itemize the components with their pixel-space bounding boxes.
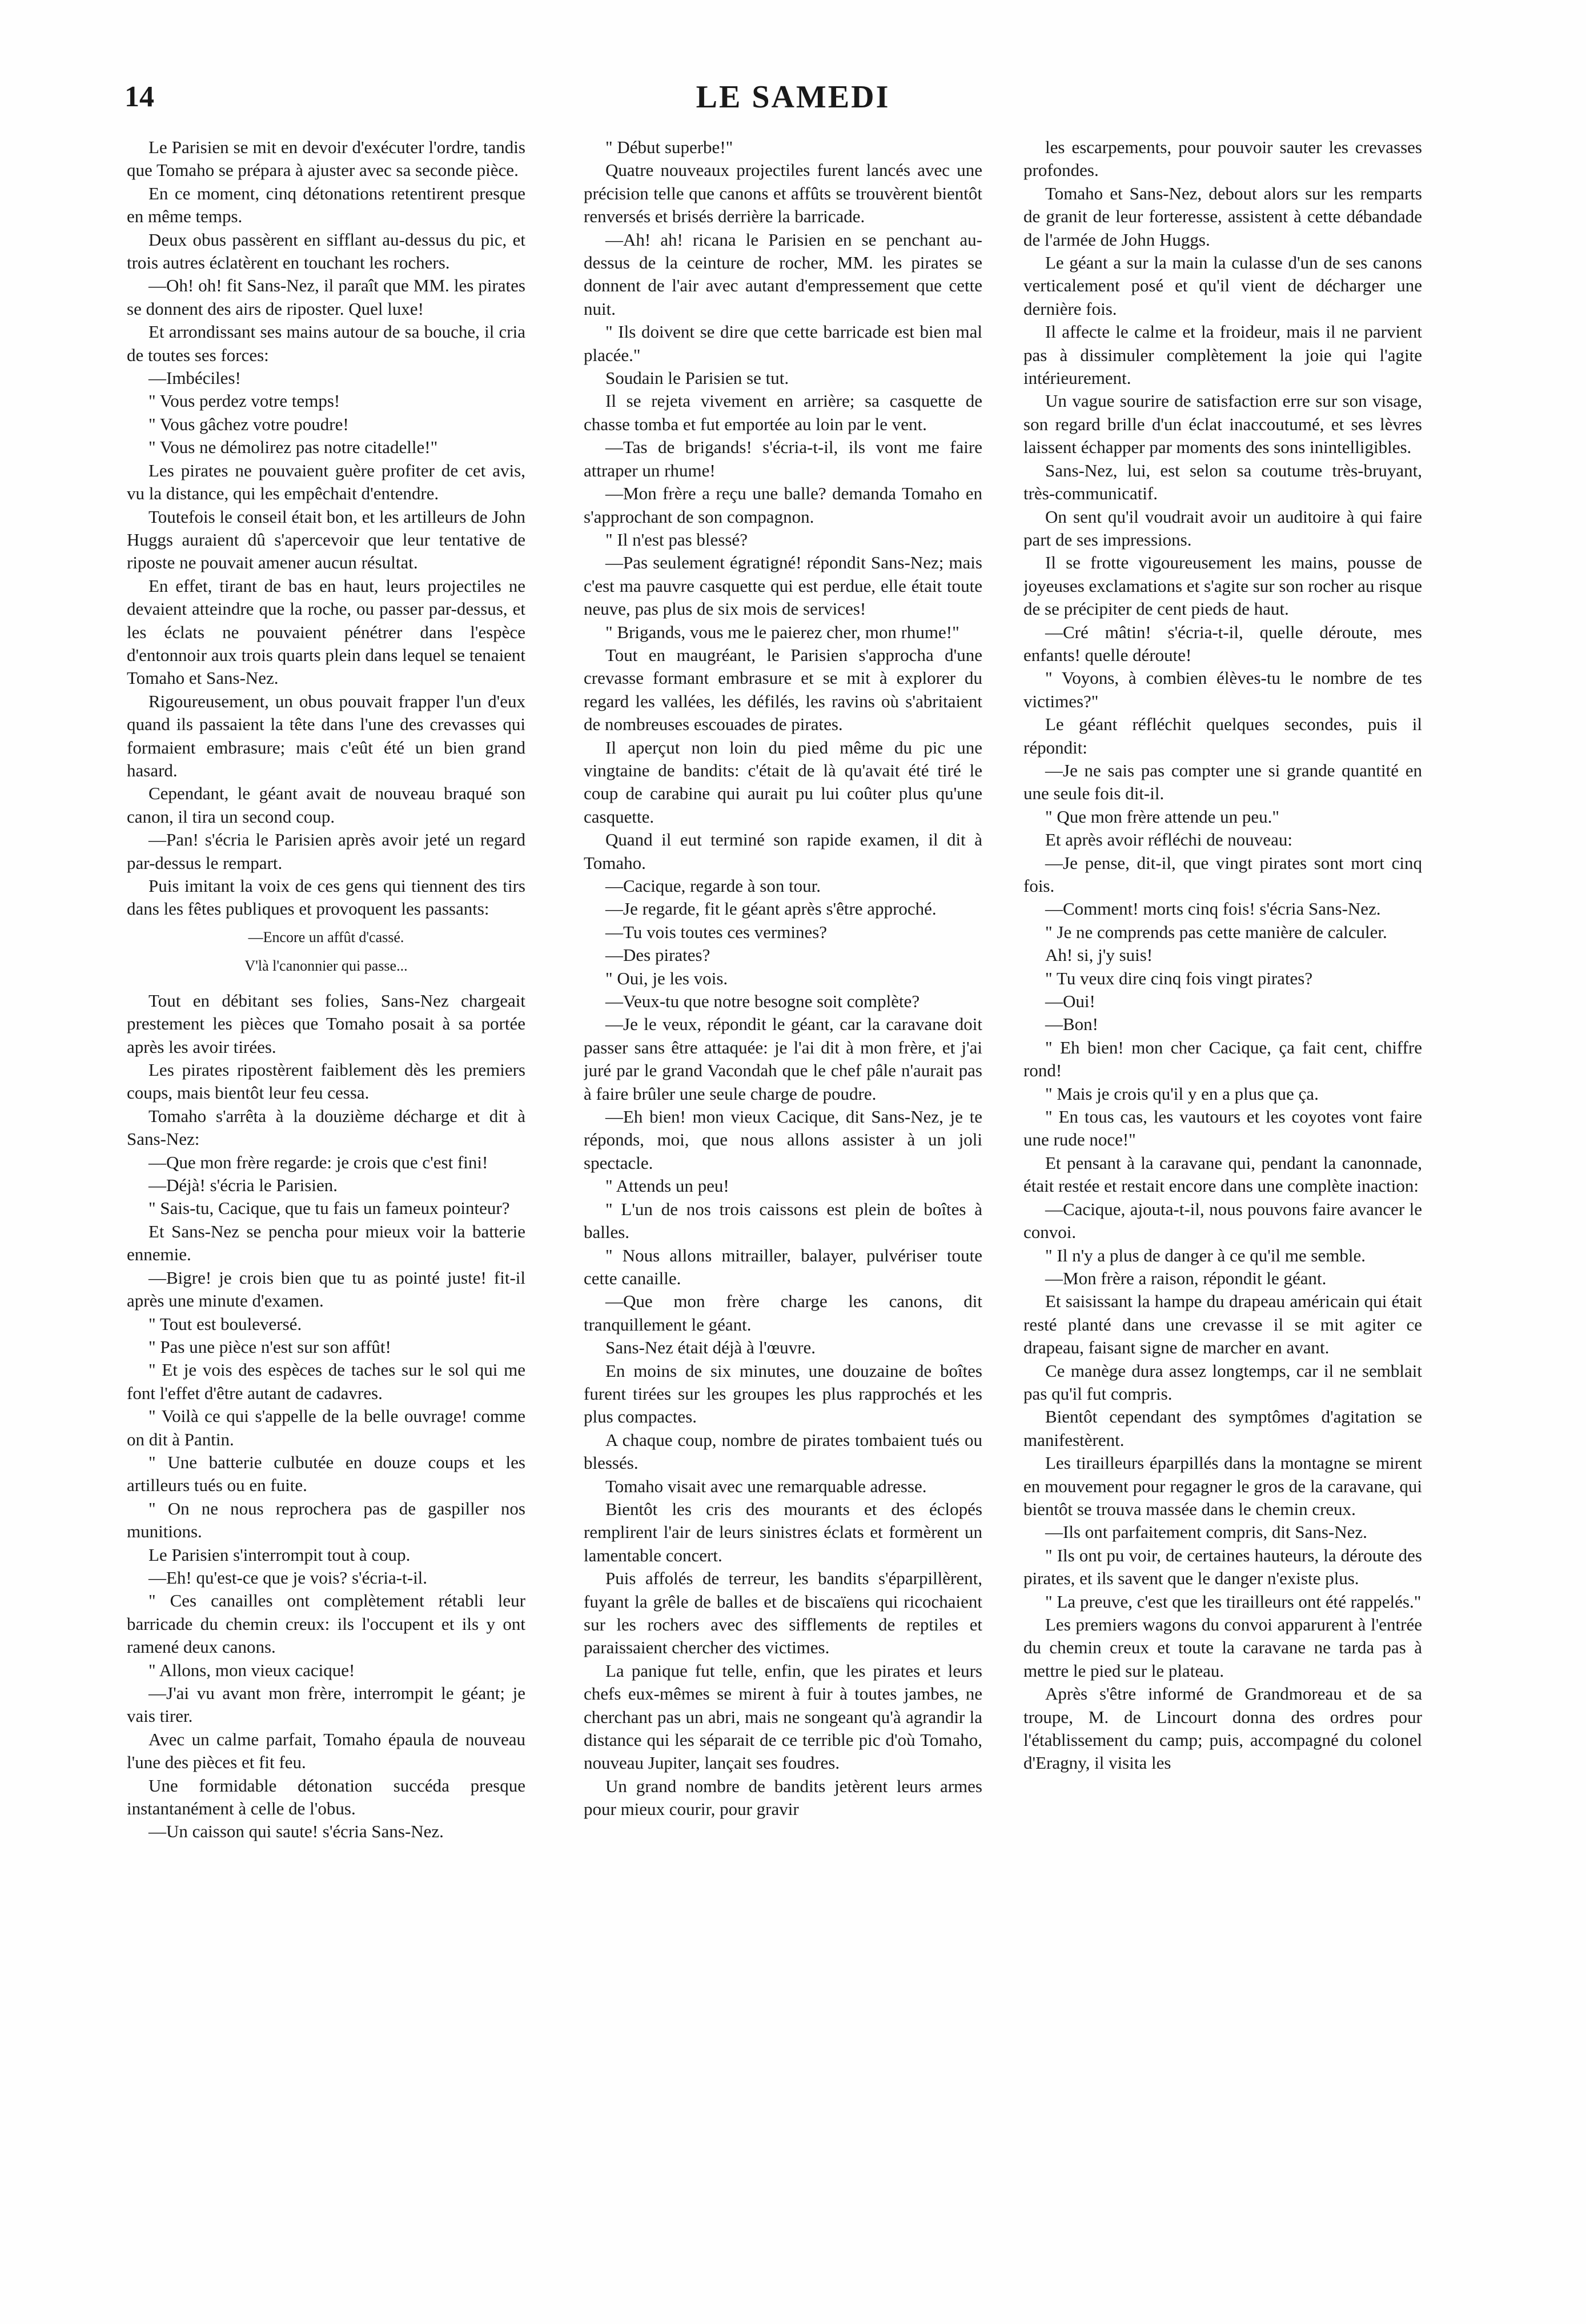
paragraph: —Oui!	[1045, 991, 1095, 1012]
paragraph: " Il n'est pas blessé?	[605, 529, 748, 550]
paragraph: Et saisissant la hampe du drapeau américain qui était resté planté dans une crevasse il se mit agiter ce drapeau, faisant signe de marcher en avant.	[1023, 1291, 1422, 1358]
paragraph: Quand il eut terminé son rapide examen, il dit à Tomaho.	[584, 830, 982, 873]
paragraph: " Allons, mon vieux cacique!	[148, 1660, 355, 1680]
paragraph: Quatre nouveaux projectiles furent lancés avec une précision telle que canons et affûts se trouvèrent bientôt renversés et brisés derrière la barricade.	[584, 160, 982, 227]
paragraph: Et Sans-Nez se pencha pour mieux voir la batterie ennemie.	[127, 1221, 525, 1265]
paragraph: Et pensant à la caravane qui, pendant la canonnade, était restée et restait encore dans une complète inaction:	[1023, 1152, 1422, 1196]
paragraph: Sans-Nez était déjà à l'œuvre.	[605, 1337, 816, 1358]
paragraph: Tout en maugréant, le Parisien s'approcha d'une crevasse formant embrasure et se mit à explorer du regard les vallées, les défilés, les ravins où s'abritaient de nombreuses escouades de pirates.	[584, 644, 982, 735]
paragraph: " Vous gâchez votre poudre!	[148, 414, 349, 434]
paragraph: —Tu vois toutes ces vermines?	[605, 921, 828, 942]
paragraph: " Vous perdez votre temps!	[148, 391, 340, 411]
paragraph: " Attends un peu!	[605, 1176, 729, 1196]
paragraph: —Pas seulement égratigné! répondit Sans-Nez; mais c'est ma pauvre casquette qui est perdue, elle était toute neuve, pas plus de six mois de services!	[584, 552, 982, 619]
paragraph: Toutefois le conseil était bon, et les artilleurs de John Huggs auraient dû s'apercevoir que leur tentative de riposte ne pouvait amener aucun résultat.	[127, 506, 525, 573]
paragraph: —Des pirates?	[605, 945, 710, 965]
paragraph: —Eh bien! mon vieux Cacique, dit Sans-Nez, je te réponds, moi, que nous allons assister à un joli spectacle.	[584, 1107, 982, 1173]
paragraph: Une formidable détonation succéda presque instantanément à celle de l'obus.	[127, 1775, 525, 1819]
paragraph: " En tous cas, les vautours et les coyotes vont faire une rude noce!"	[1023, 1107, 1422, 1150]
text-column-3	[1023, 136, 1422, 2307]
paragraph: " Une batterie culbutée en douze coups et les artilleurs tués ou en fuite.	[127, 1452, 525, 1496]
paragraph: Ce manège dura assez longtemps, car il ne semblait pas qu'il fut compris.	[1023, 1360, 1422, 1404]
paragraph: —Bon!	[1045, 1014, 1098, 1035]
paragraph: —J'ai vu avant mon frère, interrompit le géant; je vais tirer.	[127, 1683, 525, 1726]
paragraph: Il aperçut non loin du pied même du pic une vingtaine de bandits: c'était de là qu'avait été tiré le coup de carabine qui aurait pu lui coûter plus qu'une casquette.	[584, 737, 982, 827]
paragraph: " La preuve, c'est que les tirailleurs ont été rappelés."	[1045, 1591, 1422, 1612]
paragraph: On sent qu'il voudrait avoir un auditoire à qui faire part de ses impressions.	[1023, 506, 1422, 550]
paragraph: —Déjà! s'écria le Parisien.	[148, 1175, 338, 1196]
paragraph: Les pirates ne pouvaient guère profiter de cet avis, vu la distance, qui les empêchait d'entendre.	[127, 460, 525, 504]
page-header	[0, 0, 1586, 137]
paragraph: La panique fut telle, enfin, que les pirates et leurs chefs eux-mêmes se mirent à fuir à toutes jambes, ne cherchant pas un abri, mais ne songeant qu'à agrandir la distance qui les séparait de ce terrible pic d'où Tomaho, nouveau Jupiter, lançait ses foudres.	[584, 1660, 982, 1773]
paragraph: " Pas une pièce n'est sur son affût!	[148, 1336, 391, 1357]
paragraph: —Ah! ah! ricana le Parisien en se penchant au-dessus de la ceinture de rocher, MM. les pirates se donnent de l'air avec autant d'empressement que cette nuit.	[584, 229, 982, 319]
paragraph: A chaque coup, nombre de pirates tombaient tués ou blessés.	[584, 1429, 982, 1473]
paragraph: —Tas de brigands! s'écria-t-il, ils vont me faire attraper un rhume!	[584, 437, 982, 480]
paragraph: " Oui, je les vois.	[605, 968, 728, 988]
paragraph: En ce moment, cinq détonations retentirent presque en même temps.	[127, 183, 525, 227]
paragraph: Puis affolés de terreur, les bandits s'éparpillèrent, fuyant la grêle de balles et de biscaïens qui ricochaient sur les rochers avec des sifflements de reptiles et paraissaient chercher des victimes.	[584, 1568, 982, 1658]
paragraph: Puis imitant la voix de ces gens qui tiennent des tirs dans les fêtes publiques et provoquent les passants:	[127, 876, 525, 919]
paragraph: Les pirates ripostèrent faiblement dès les premiers coups, mais bientôt leur feu cessa.	[127, 1060, 525, 1103]
paragraph: Avec un calme parfait, Tomaho épaula de nouveau l'une des pièces et fit feu.	[127, 1729, 525, 1773]
paragraph: Tomaho visait avec une remarquable adresse.	[605, 1476, 927, 1496]
paragraph: Les premiers wagons du convoi apparurent à l'entrée du chemin creux et toute la caravane ne tarda pas à mettre le pied sur le plateau.	[1023, 1614, 1422, 1681]
paragraph: En effet, tirant de bas en haut, leurs projectiles ne devaient atteindre que la roche, ou passer par-dessus, et les éclats ne pouvaient pénétrer dans l'espèce d'entonnoir aux trois quarts plein dans lequel se tenaient Tomaho et Sans-Nez.	[127, 575, 525, 688]
paragraph: Le Parisien s'interrompit tout à coup.	[148, 1544, 411, 1565]
paragraph: " Eh bien! mon cher Cacique, ça fait cent, chiffre rond!	[1023, 1037, 1422, 1081]
paragraph: —Mon frère a reçu une balle? demanda Tomaho en s'approchant de son compagnon.	[584, 483, 982, 527]
paragraph: —Je pense, dit-il, que vingt pirates sont mort cinq fois.	[1023, 852, 1422, 896]
verse-line: —Encore un affût d'cassé.	[248, 928, 404, 945]
paragraph: —Je ne sais pas compter une si grande quantité en une seule fois dit-il.	[1023, 760, 1422, 804]
paragraph: Bientôt les cris des mourants et des éclopés remplirent l'air de leurs sinistres éclats et formèrent un lamentable concert.	[584, 1498, 982, 1565]
paragraph: —Je le veux, répondit le géant, car la caravane doit passer sans être attaquée: je l'ai dit à mon frère, et j'ai juré par le grand Vacondah que le chef pâle n'aurait pas à faire brûler une seule charge de poudre.	[584, 1014, 982, 1104]
paragraph: —Que mon frère charge les canons, dit tranquillement le géant.	[584, 1291, 982, 1335]
paragraph: Deux obus passèrent en sifflant au-dessus du pic, et trois autres éclatèrent en touchant les rochers.	[127, 229, 525, 273]
paragraph: " Vous ne démolirez pas notre citadelle!"	[148, 437, 438, 458]
paragraph: " Début superbe!"	[605, 137, 733, 157]
paragraph: Tomaho et Sans-Nez, debout alors sur les remparts de granit de leur forteresse, assistent à cette débandade de l'armée de John Huggs.	[1023, 183, 1422, 250]
paragraph: Ah! si, j'y suis!	[1045, 945, 1153, 965]
paragraph: —Comment! morts cinq fois! s'écria Sans-Nez.	[1045, 899, 1381, 919]
paragraph: —Ils ont parfaitement compris, dit Sans-Nez.	[1045, 1522, 1367, 1542]
paragraph: " Et je vois des espèces de taches sur le sol qui me font l'effet d'être autant de cadavres.	[127, 1360, 525, 1403]
paragraph: Après s'être informé de Grandmoreau et de sa troupe, M. de Lincourt donna des ordres pour l'établissement du camp; puis, accompagné du colonel d'Eragny, il visita les	[1023, 1684, 1422, 1773]
paragraph: Les tirailleurs éparpillés dans la montagne se mirent en mouvement pour regagner le gros de la caravane, qui bientôt se trouva massée dans le chemin creux.	[1023, 1453, 1422, 1519]
paragraph: Bientôt cependant des symptômes d'agitation se manifestèrent.	[1023, 1407, 1422, 1450]
paragraph: —Pan! s'écria le Parisien après avoir jeté un regard par-dessus le rempart.	[127, 830, 525, 873]
paragraph: " On ne nous reprochera pas de gaspiller nos munitions.	[127, 1498, 525, 1542]
paragraph: " Il n'y a plus de danger à ce qu'il me semble.	[1045, 1245, 1366, 1265]
paragraph: —Cacique, regarde à son tour.	[605, 876, 821, 896]
paragraph: " Voilà ce qui s'appelle de la belle ouvrage! comme on dit à Pantin.	[127, 1406, 525, 1449]
paragraph: " Je ne comprends pas cette manière de calculer.	[1045, 921, 1387, 942]
page-number: 14	[125, 81, 154, 113]
paragraph: Rigoureusement, un obus pouvait frapper l'un d'eux quand ils passaient la tête dans l'une des crevasses qui formaient embrasure; mais c'eût été un bien grand hasard.	[127, 691, 525, 780]
paragraph: En moins de six minutes, une douzaine de boîtes furent tirées sur les groupes les plus rapprochés et les plus compactes.	[584, 1360, 982, 1427]
paragraph: " Mais je crois qu'il y en a plus que ça.	[1045, 1083, 1319, 1104]
paragraph: " Tu veux dire cinq fois vingt pirates?	[1045, 968, 1313, 988]
paragraph: —Un caisson qui saute! s'écria Sans-Nez.	[148, 1821, 444, 1842]
paragraph: —Oh! oh! fit Sans-Nez, il paraît que MM. les pirates se donnent des airs de riposter. Quel luxe!	[127, 275, 525, 319]
paragraph: Un vague sourire de satisfaction erre sur son visage, son regard brille d'un éclat inaccoutumé, et ses lèvres laissent échapper par moments des sons inintelligibles.	[1023, 391, 1422, 458]
paragraph: Il se rejeta vivement en arrière; sa casquette de chasse tomba et fut emportée au loin par le vent.	[584, 391, 982, 434]
paragraph: " Sais-tu, Cacique, que tu fais un fameux pointeur?	[148, 1198, 510, 1219]
paragraph: " Que mon frère attende un peu."	[1045, 806, 1280, 827]
paragraph: " Ils ont pu voir, de certaines hauteurs, la déroute des pirates, et ils savent que le danger n'existe plus.	[1023, 1545, 1422, 1589]
paragraph: Le géant réfléchit quelques secondes, puis il répondit:	[1023, 714, 1422, 758]
paragraph: —Je regarde, fit le géant après s'être approché.	[605, 899, 937, 919]
paragraph: —Bigre! je crois bien que tu as pointé juste! fit-il après une minute d'examen.	[127, 1267, 525, 1311]
paragraph: Cependant, le géant avait de nouveau braqué son canon, il tira un second coup.	[127, 783, 525, 827]
paragraph: Le géant a sur la main la culasse d'un de ses canons verticalement posé et qu'il vient de décharger une dernière fois.	[1023, 253, 1422, 319]
paragraph: " Ces canailles ont complètement rétabli leur barricade du chemin creux: ils l'occupent et ils y ont ramené deux canons.	[127, 1590, 525, 1657]
journal-title: LE SAMEDI	[696, 79, 890, 115]
paragraph: —Imbéciles!	[148, 368, 241, 388]
paragraph: Il affecte le calme et la froideur, mais il ne parvient pas à dissimuler complètement la joie qui l'agite intérieurement.	[1023, 322, 1422, 388]
paragraph: —Que mon frère regarde: je crois que c'est fini!	[148, 1152, 488, 1172]
paragraph: " Voyons, à combien élèves-tu le nombre de tes victimes?"	[1023, 668, 1422, 711]
paragraph: —Veux-tu que notre besogne soit complète?	[605, 991, 920, 1012]
paragraph: Il se frotte vigoureusement les mains, pousse de joyeuses exclamations et s'agite sur son rocher au risque de se précipiter de cent pieds de haut.	[1023, 552, 1422, 619]
text-column-2	[584, 136, 982, 2307]
paragraph: Tomaho s'arrêta à la douzième décharge et dit à Sans-Nez:	[127, 1105, 525, 1149]
paragraph: —Eh! qu'est-ce que je vois? s'écria-t-il.	[148, 1567, 428, 1588]
paragraph: Un grand nombre de bandits jetèrent leurs armes pour mieux courir, pour gravir	[584, 1776, 982, 1820]
text-column-1	[127, 136, 525, 2307]
paragraph: " Ils doivent se dire que cette barricade est bien mal placée."	[584, 322, 982, 365]
paragraph: les escarpements, pour pouvoir sauter les crevasses profondes.	[1023, 137, 1422, 181]
paragraph: " Nous allons mitrailler, balayer, pulvériser toute cette canaille.	[584, 1245, 982, 1288]
paragraph: —Cacique, ajouta-t-il, nous pouvons faire avancer le convoi.	[1023, 1199, 1422, 1243]
paragraph: Le Parisien se mit en devoir d'exécuter l'ordre, tandis que Tomaho se prépara à ajuster avec sa seconde pièce.	[127, 137, 525, 181]
paragraph: Soudain le Parisien se tut.	[605, 368, 789, 388]
paragraph: Sans-Nez, lui, est selon sa coutume très-bruyant, très-communicatif.	[1023, 460, 1422, 504]
paragraph: —Mon frère a raison, répondit le géant.	[1045, 1268, 1327, 1288]
paragraph: " Brigands, vous me le paierez cher, mon rhume!"	[605, 622, 959, 642]
paragraph: —Cré mâtin! s'écria-t-il, quelle déroute, mes enfants! quelle déroute!	[1023, 622, 1422, 665]
verse-line: V'là l'canonnier qui passe...	[244, 957, 408, 974]
paragraph: " Tout est bouleversé.	[148, 1313, 302, 1334]
paragraph: Et arrondissant ses mains autour de sa bouche, il cria de toutes ses forces:	[127, 322, 525, 365]
paragraph: Et après avoir réfléchi de nouveau:	[1045, 830, 1292, 850]
paragraph: Tout en débitant ses folies, Sans-Nez chargeait prestement les pièces que Tomaho posait à sa portée après les avoir tirées.	[127, 990, 525, 1057]
paragraph: " L'un de nos trois caissons est plein de boîtes à balles.	[584, 1199, 982, 1243]
